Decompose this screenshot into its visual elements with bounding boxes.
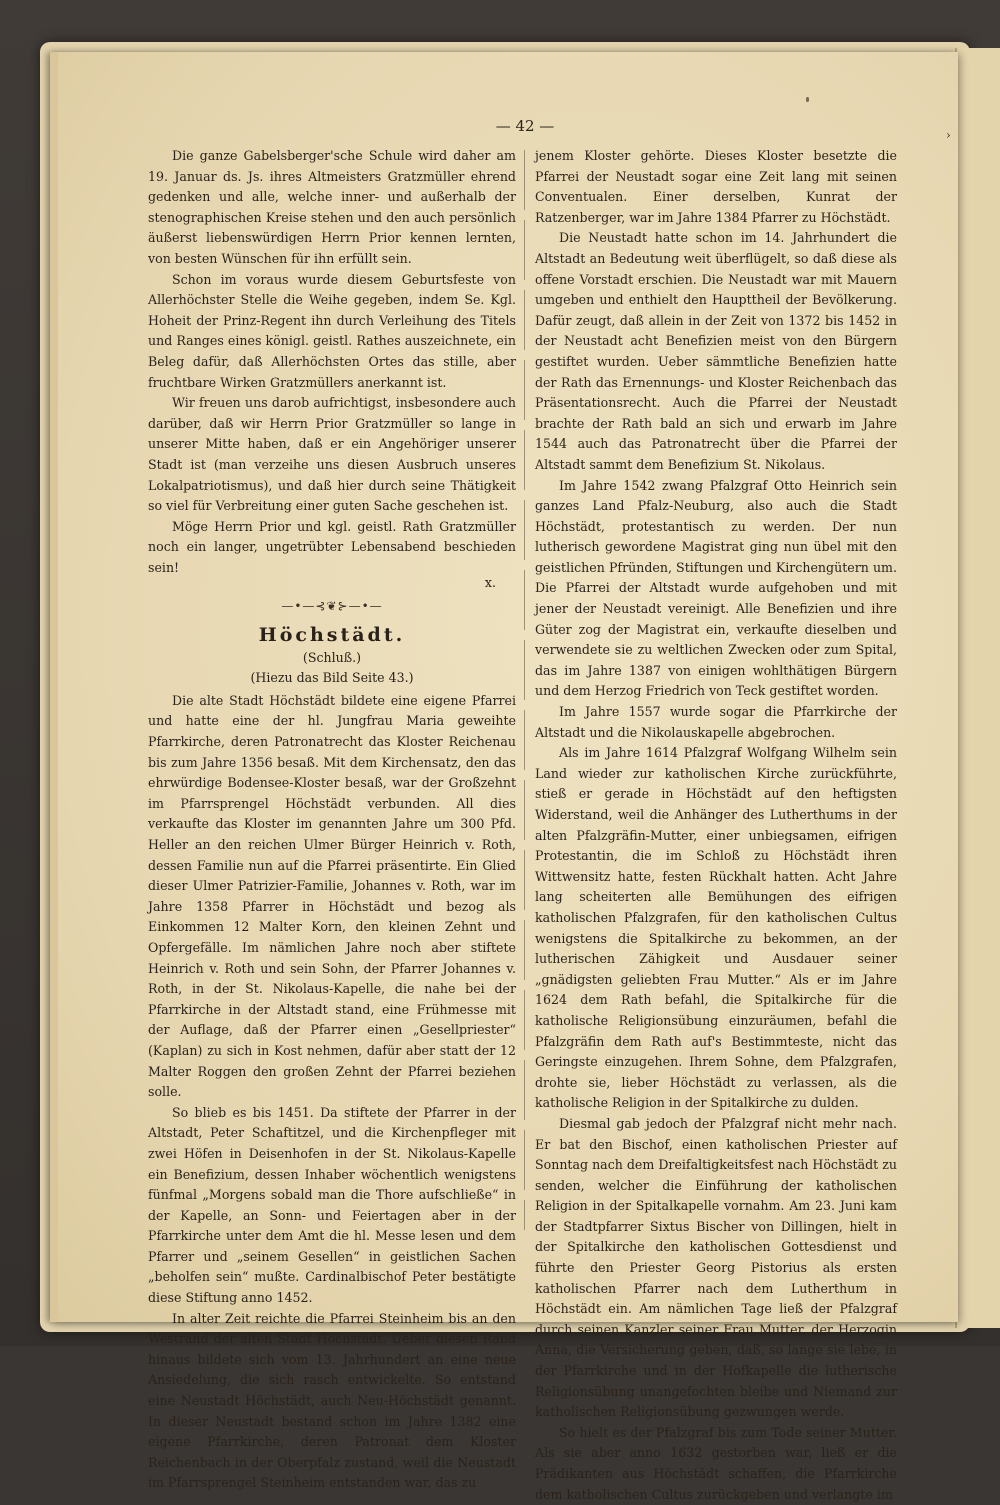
article-title: Höchstädt. <box>258 624 406 647</box>
paragraph: So blieb es bis 1451. Da stiftete der Pfarrer in der Altstadt, Peter Schaftitzel, und die Kirchenpfleger mit zwei Höfen in Deisenhofen in der St. Nikolaus-Kapelle ein Benefizium, dessen Inhaber wöchentlich wenigstens fünfmal „Morgens sobald man die Thore aufschließe“ in der Kapelle, an Sonn- und Feiertagen aber in der Pfarrkirche unter dem Amt die hl. Messe lesen und dem Pfarrer und „seinem Gesellen“ in geistlichen Sachen „beholfen sein“ mußte. Cardinalbischof Peter bestätigte diese Stiftung anno 1452. <box>148 1104 516 1306</box>
paragraph: Möge Herrn Prior und kgl. geistl. Rath Gratzmüller noch ein langer, ungetrübter Lebensabend beschieden sein! <box>148 518 516 575</box>
paragraph: In alter Zeit reichte die Pfarrei Steinheim bis an den Westrand der alten Stadt Höchstädt. Ueber diesen Rand hinaus bildete sich vom 13. Jahrhundert an eine neue Ansiedelung, die sich rasch entwickelte. So entstand eine Neustadt Höchstädt, auch Neu-Höchstädt genannt. In dieser Neustadt bestand schon im Jahre 1382 eine eigene Pfarrkirche, deren Patronat dem Kloster Reichenbach in der Oberpfalz zustand, weil die Neustadt im Pfarrsprengel Steinheim entstanden war, das zu <box>148 1310 516 1491</box>
section-ornament: —•—⊰❦⊱—•— <box>281 599 383 614</box>
adjacent-page-edge <box>955 48 1000 1328</box>
column-divider <box>524 150 525 1230</box>
paper-speck <box>806 97 809 102</box>
right-column <box>535 146 897 1505</box>
paragraph: So hielt es der Pfalzgraf bis zum Tode seiner Mutter. Als sie aber anno 1632 gestorben war, ließ er die Prädikanten aus Höchstädt schaffen, die Pfarrkirche dem katholischen Cultus zurückgeben und verlangte im <box>535 1424 897 1502</box>
paragraph: Im Jahre 1557 wurde sogar die Pfarrkirche der Altstadt und die Nikolauskapelle abgebrochen. <box>535 704 897 740</box>
paragraph: Die ganze Gabelsberger'sche Schule wird daher am 19. Januar ds. Js. ihres Altmeisters Gratzmüller ehrend gedenken und alle, welche inner- und außerhalb der stenographischen Kreise stehen und den auch persönlich äußerst liebenswürdigen Herrn Prior kennen lernten, von besten Wünschen für ihn erfüllt sein. <box>148 148 516 266</box>
paragraph: Im Jahre 1542 zwang Pfalzgraf Otto Heinrich sein ganzes Land Pfalz-Neuburg, also auch die Stadt Höchstädt, protestantisch zu werden. Der nun lutherisch gewordene Magistrat ging nun übel mit den geistlichen Pfründen, Stiftungen und Kirchengütern um. Die Pfarrei der Altstadt wurde aufgehoben und mit jener der Neustadt vereinigt. Alle Benefizien und ihre Güter zog der Magistrat ein, verkaufte dieselben und verwendete sie zu weltlichen Zwecken oder zum Spital, das im Jahre 1387 von einigen wohlthätigen Bürgern und dem Herzog Friedrich von Teck gestiftet worden. <box>535 477 897 699</box>
paragraph: Die Neustadt hatte schon im 14. Jahrhundert die Altstadt an Bedeutung weit überflügelt, so daß diese als offene Vorstadt erschien. Die Neustadt war mit Mauern umgeben und enthielt den Haupttheil der Bevölkerung. Dafür zeugt, daß allein in der Zeit von 1372 bis 1452 in der Neustadt acht Benefizien meist von den Bürgern gestiftet wurden. Ueber sämmtliche Benefizien hatte der Rath das Ernennungs- und Kloster Reichenbach das Präsentationsrecht. Auch die Pfarrei der Neustadt brachte der Rath bald an sich und erwarb im Jahre 1544 auch das Patronatrecht über die Pfarrei der Altstadt sammt dem Benefizium St. Nikolaus. <box>535 230 897 472</box>
author-signature: x. <box>484 575 496 591</box>
paragraph: Als im Jahre 1614 Pfalzgraf Wolfgang Wilhelm sein Land wieder zur katholischen Kirche zurückführte, stieß er gerade in Höchstädt auf den heftigsten Widerstand, weil die Anhänger des Lutherthums in der alten Pfalzgräfin-Mutter, einer unbiegsamen, eifrigen Protestantin, die im Schloß zu Höchstädt ihren Wittwensitz hatte, festen Rückhalt hatten. Acht Jahre lang scheiterten alle Bemühungen des eifrigen katholischen Pfalzgrafen, für den katholischen Cultus wenigstens die Spitalkirche zu bekommen, an der lutherischen Zähigkeit und Ausdauer seiner „gnädigsten geliebten Frau Mutter.“ Als er im Jahre 1624 dem Rath befahl, die Spitalkirche für die katholische Religionsübung einzuräumen, befahl die Pfalzgräfin dem Rath auf's Bestimmteste, nicht das Geringste einzugehen. Ihrem Sohne, dem Pfalzgrafen, drohte sie, lieber Höchstädt zu verlassen, als die katholische Religion in der Spitalkirche zu dulden. <box>535 745 897 1111</box>
paragraph: Schon im voraus wurde diesem Geburtsfeste von Allerhöchster Stelle die Weihe gegeben, indem Se. Kgl. Hoheit der Prinz-Regent ihn durch Verleihung des Titels und Ranges eines königl. geistl. Rathes auszeichnete, ein Beleg dafür, daß Allerhöchsten Ortes das stille, aber fruchtbare Wirken Gratzmüllers anerkannt ist. <box>148 271 516 390</box>
continued-paragraph: jenem Kloster gehörte. Dieses Kloster besetzte die Pfarrei der Neustadt sogar eine Zeit lang mit seinen Conventualen. Einer derselben, Kunrat der Ratzenberger, war im Jahre 1384 Pfarrer zu Höchstädt. <box>535 148 897 225</box>
article-note: (Hiezu das Bild Seite 43.) <box>250 670 414 686</box>
left-column <box>148 146 516 1494</box>
margin-mark: › <box>946 128 951 142</box>
article-subtitle: (Schluß.) <box>302 649 362 665</box>
page-number: — 42 — <box>495 117 555 135</box>
paragraph: Wir freuen uns darob aufrichtigst, insbesondere auch darüber, daß wir Herrn Prior Gratzmüller so lange in unserer Mitte haben, daß er ein Angehöriger unserer Stadt ist (man verzeihe uns diesen Ausbruch unseres Lokalpatriotismus), und daß hier durch seine Thätigkeit so viel für Verbreitung einer guten Sache geschehen ist. <box>148 395 516 514</box>
paragraph: Diesmal gab jedoch der Pfalzgraf nicht mehr nach. Er bat den Bischof, einen katholischen Priester auf Sonntag nach dem Dreifaltigkeitsfest nach Höchstädt zu senden, welcher die Einführung der katholischen Religion in der Spitalkapelle vornahm. Am 23. Juni kam der Stadtpfarrer Sixtus Bischer von Dillingen, hielt in der Spitalkirche den katholischen Gottesdienst und führte den Priester Georg Pistorius als ersten katholischen Pfarrer nach dem Lutherthum in Höchstädt ein. Am nämlichen Tage ließ der Pfalzgraf durch seinen Kanzler seiner Frau Mutter, der Herzogin Anna, die Versicherung geben, daß, so lange sie lebe, in der Pfarrkirche und in der Hofkapelle die lutherische Religionsübung unangefochten bleibe und Niemand zur katholischen Religionsübung gezwungen werde. <box>535 1115 897 1420</box>
paragraph: Die alte Stadt Höchstädt bildete eine eigene Pfarrei und hatte eine der hl. Jungfrau Maria geweihte Pfarrkirche, deren Patronatrecht das Kloster Reichenau bis zum Jahre 1356 besaß. Mit dem Kirchensatz, den das ehrwürdige Bodensee-Kloster besaß, war der Großzehnt im Pfarrsprengel Höchstädt verbunden. All dies verkaufte das Kloster im genannten Jahre um 300 Pfd. Heller an den reichen Ulmer Bürger Heinrich v. Roth, dessen Familie nun auf die Pfarrei präsentirte. Ein Glied dieser Ulmer Patrizier-Familie, Johannes v. Roth, war im Jahre 1358 Pfarrer in Höchstädt und bezog als Einkommen 12 Malter Korn, den kleinen Zehnt und Opfergefälle. Im nämlichen Jahre noch aber stiftete Heinrich v. Roth und sein Sohn, der Pfarrer Johannes v. Roth, in der St. Nikolaus-Kapelle, die nahe bei der Pfarrkirche in der Altstadt stand, eine Frühmesse mit der Auflage, daß der Pfarrer einen „Gesellpriester“ (Kaplan) zu sich in Kost nehmen, dafür aber statt der 12 Malter Roggen den großen Zehnt der Pfarrei beziehen solle. <box>148 692 516 1100</box>
